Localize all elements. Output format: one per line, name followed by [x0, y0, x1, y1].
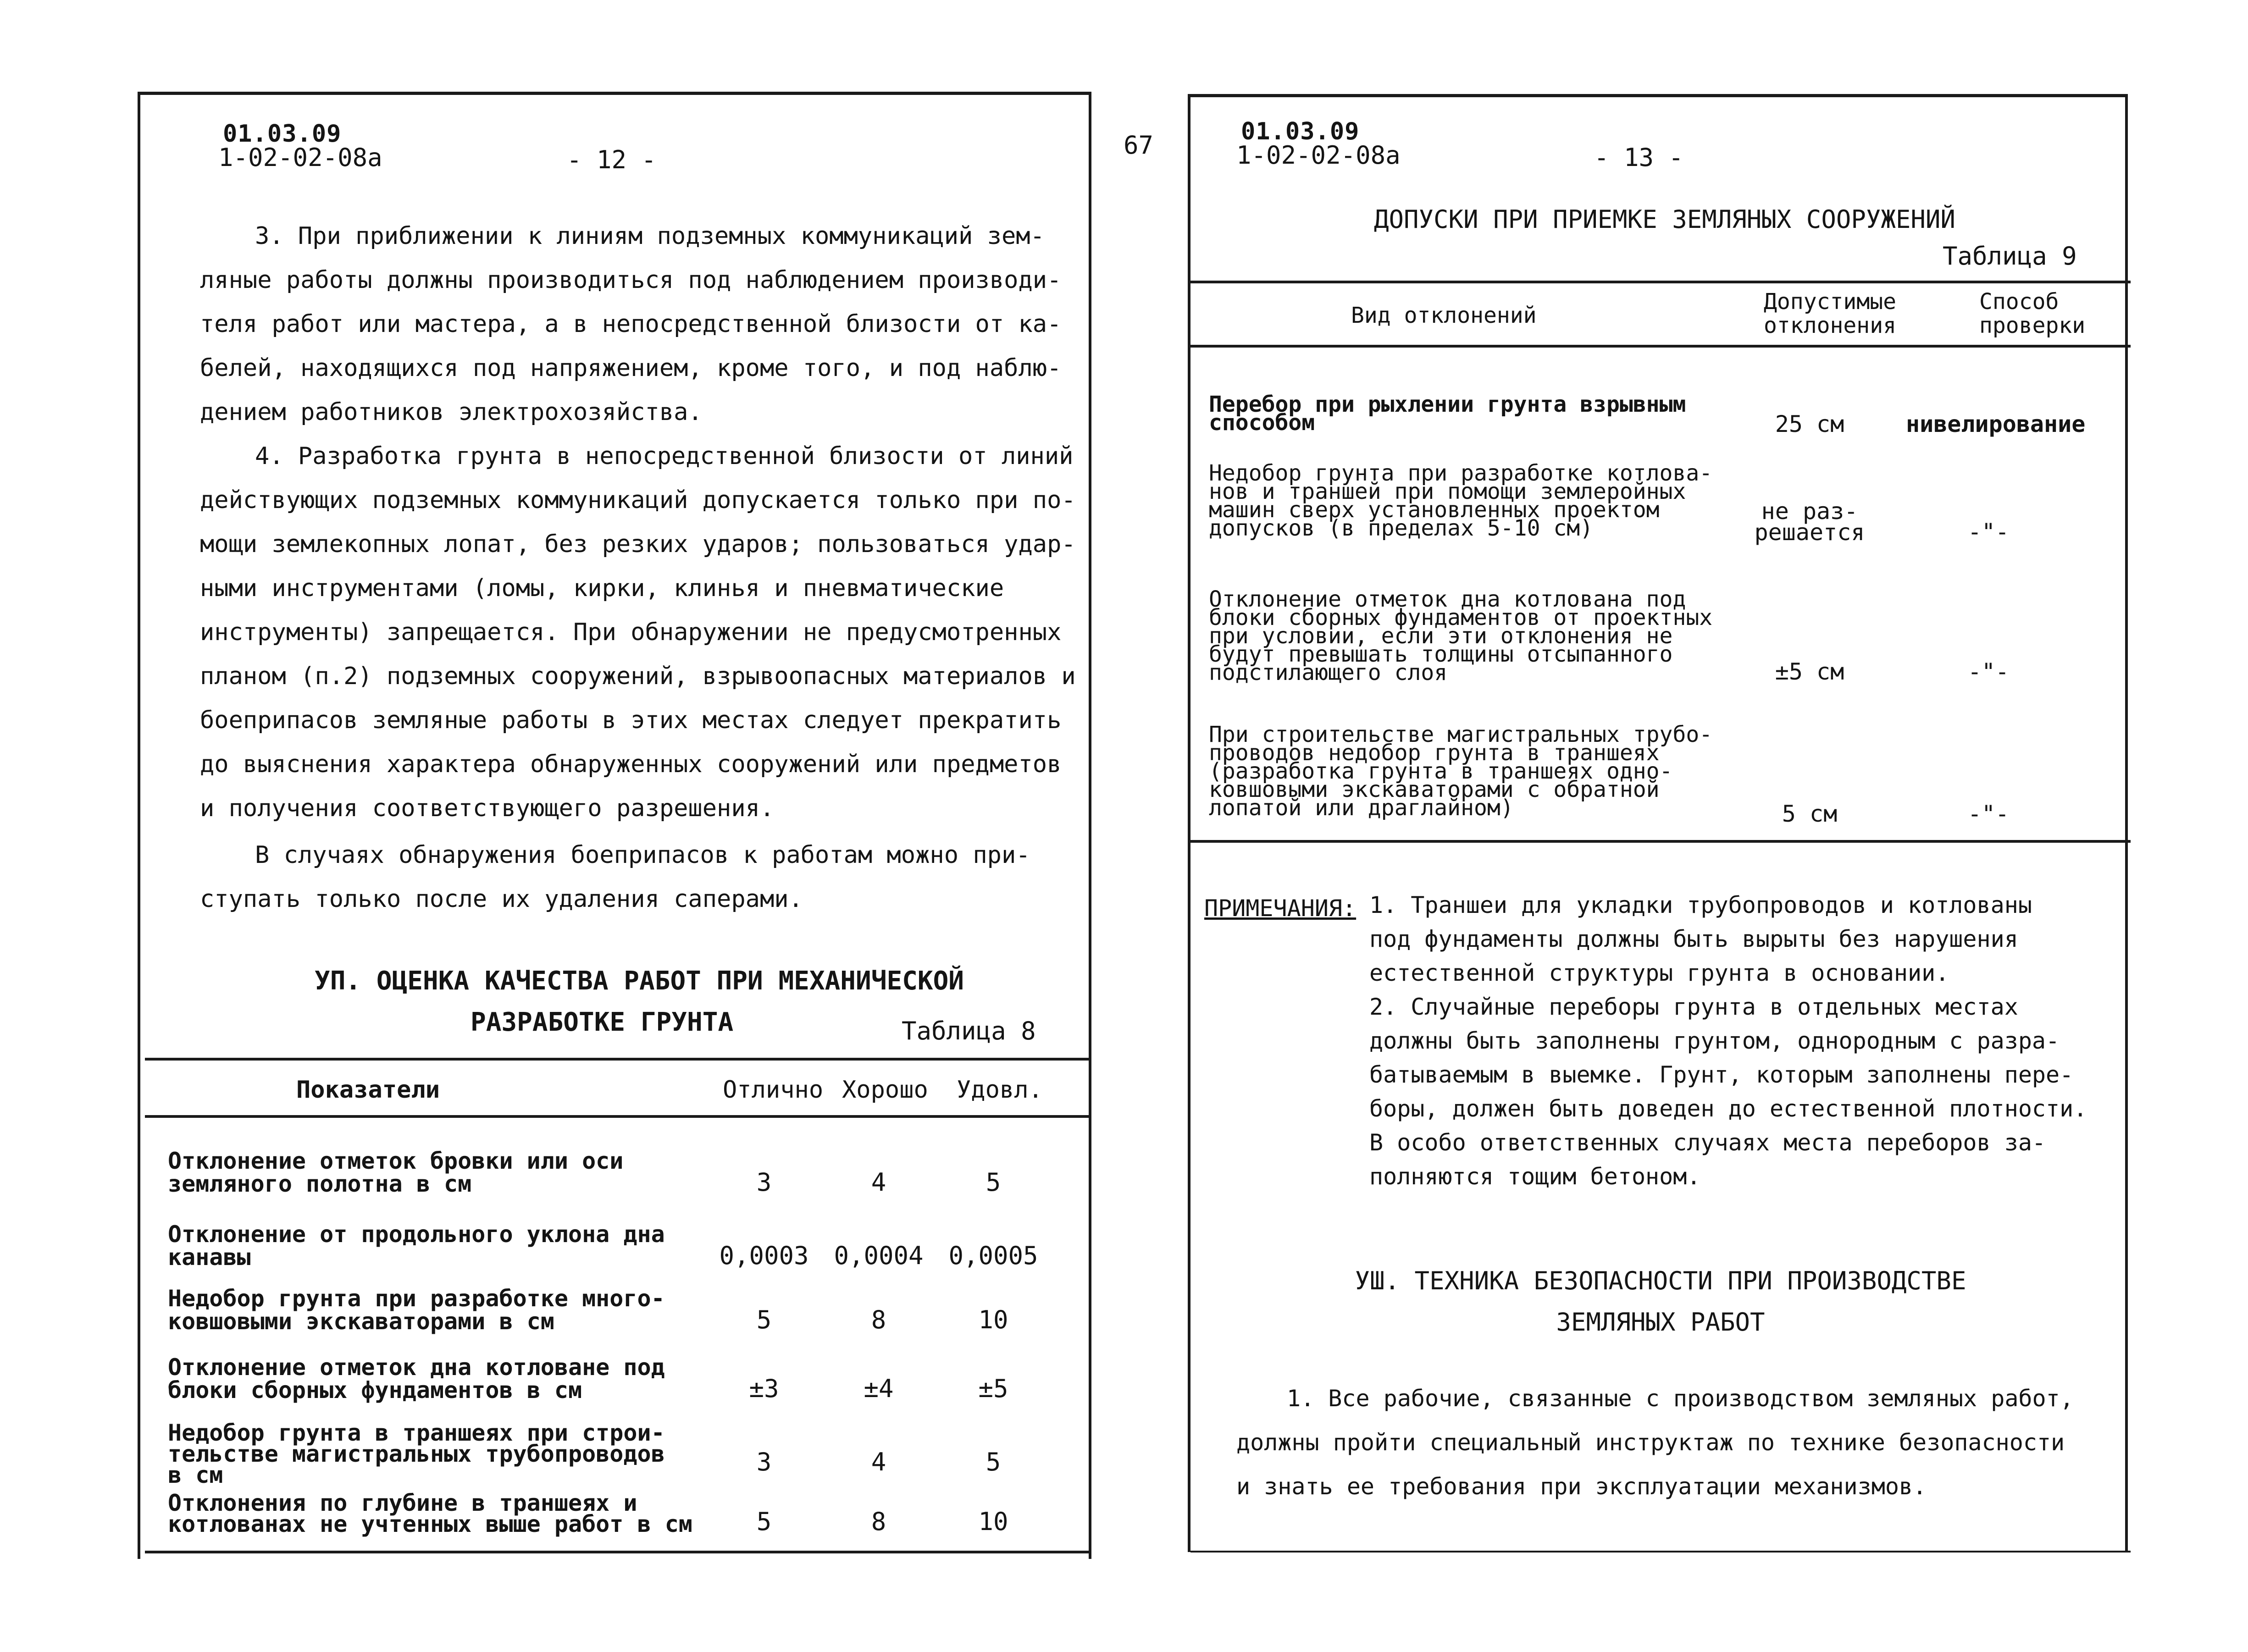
left-page-number: - 12 -	[567, 145, 657, 174]
text-line: подстилающего слоя	[1209, 660, 1448, 685]
text-line: планом (п.2) подземных сооружений, взрывоопасных материалов и	[200, 663, 1076, 690]
text-line: Вид отклонений	[1351, 303, 1537, 328]
text-line: и получения соответствующего разрешения.	[200, 795, 775, 822]
text-line: (разработка грунта в траншеях одно-	[1209, 758, 1673, 784]
text-line: ковшовыми экскаваторами с обратной	[1209, 777, 1660, 802]
text-line: блоки сборных фундаментов в см	[168, 1377, 582, 1403]
text-line: нов и траншей при помощи землеройных	[1209, 479, 1686, 504]
table8-row5-excellent: 3	[756, 1448, 772, 1476]
text-line: проверки	[1979, 313, 2086, 338]
text-line: действующих подземных коммуникаций допускается только при по-	[200, 486, 1076, 514]
table8-row2-satisfactory: 0,0005	[948, 1241, 1038, 1270]
table9-top-rule	[1190, 281, 2131, 283]
text-line: Допустимые	[1764, 289, 1896, 315]
left-paragraph-3	[200, 214, 1080, 434]
table9-row3-label	[1209, 586, 1713, 685]
table8-header-satisfactory: Удовл.	[957, 1076, 1043, 1104]
text-line: и знать ее требования при эксплуатации механизмов.	[1236, 1473, 1927, 1500]
text-line: Недобор грунта при разработке много-	[168, 1285, 665, 1312]
text-line: ляные работы должны производиться под наблюдением производи-	[200, 266, 1062, 294]
table8-row5-label	[168, 1422, 665, 1486]
table9-row2-method: -"-	[1967, 519, 2010, 545]
table8-row5-satisfactory: 5	[986, 1448, 1001, 1476]
notes-text	[1369, 888, 2087, 1193]
margin-page-number: 67	[1124, 131, 1154, 160]
text-line: боры, должен быть доведен до естественной плотности.	[1369, 1095, 2087, 1122]
text-line: ковшовыми экскаваторами в см	[168, 1308, 554, 1335]
table8-header-good: Хорошо	[842, 1076, 928, 1104]
table9-row3-allowed	[1741, 658, 1878, 685]
text-line: машин сверх установленных проектом	[1209, 497, 1660, 523]
table9-bottom-rule	[1190, 840, 2131, 843]
table8-row6-satisfactory: 10	[978, 1507, 1008, 1536]
text-line: естественной структуры грунта в основании.	[1369, 960, 1949, 986]
text-line: 1. Траншеи для укладки трубопроводов и котлованы	[1369, 892, 2032, 918]
right-page	[1188, 94, 2128, 1552]
table9-header-type	[1351, 304, 1537, 327]
text-line: Способ	[1979, 289, 2059, 315]
table8-row3-excellent: 5	[756, 1305, 772, 1334]
text-line: теля работ или мастера, а в непосредственной близости от ка-	[200, 310, 1062, 338]
table8-caption: Таблица 8	[902, 1017, 1036, 1045]
table8-header-excellent: Отлично	[723, 1076, 824, 1104]
text-line: Недобор грунта в траншеях при строи-	[168, 1420, 665, 1446]
text-line: 2. Случайные переборы грунта в отдельных местах	[1369, 994, 2018, 1020]
right-section-title-line1: УШ. ТЕХНИКА БЕЗОПАСНОСТИ ПРИ ПРОИЗВОДСТВЕ	[1355, 1266, 1966, 1295]
text-line: В особо ответственных случаях места переборов за-	[1369, 1129, 2046, 1156]
right-page-bottom-rule	[1190, 1551, 2131, 1553]
table8-row1-excellent: 3	[756, 1168, 772, 1197]
text-line: батываемым в выемке. Грунт, которым заполнены пере-	[1369, 1061, 2074, 1088]
left-paragraph-4	[200, 434, 1080, 830]
text-line: 5 см	[1782, 801, 1838, 827]
table8-row4-label	[168, 1356, 665, 1402]
text-line: 3. При приближении к линиям подземных коммуникаций зем-	[255, 222, 1045, 250]
left-section-title-line1: УП. ОЦЕНКА КАЧЕСТВА РАБОТ ПРИ МЕХАНИЧЕСКОЙ	[315, 966, 964, 996]
text-line: под фундаменты должны быть вырыты без нарушения	[1369, 926, 2018, 952]
text-line: допусков (в пределах 5-10 см)	[1209, 515, 1594, 541]
text-line: Отклонение отметок дна котлована под	[1209, 586, 1686, 612]
table8-header-indicators: Показатели	[296, 1076, 440, 1104]
text-line: мощи землекопных лопат, без резких ударов; пользоваться удар-	[200, 530, 1076, 558]
left-page	[138, 92, 1091, 1559]
text-line: решается	[1754, 519, 1865, 546]
table8-row1-good: 4	[871, 1168, 886, 1197]
text-line: земляного полотна в см	[168, 1171, 472, 1197]
text-line: 4. Разработка грунта в непосредственной близости от линий	[255, 442, 1074, 470]
table9-row1-allowed	[1741, 411, 1878, 437]
table8-row3-satisfactory: 10	[978, 1305, 1008, 1334]
table8-row6-label	[168, 1492, 692, 1535]
table8-row4-satisfactory: ±5	[978, 1374, 1008, 1403]
text-line: должны пройти специальный инструктаж по технике безопасности	[1236, 1429, 2065, 1456]
table8-row5-good: 4	[871, 1448, 886, 1476]
table8-row4-good: ±4	[864, 1374, 894, 1403]
table8-row2-good: 0,0004	[834, 1241, 924, 1270]
table8-row3-good: 8	[871, 1305, 886, 1334]
table8-row2-label	[168, 1223, 665, 1269]
table9-header-method	[1979, 290, 2085, 337]
table8-row3-label	[168, 1287, 665, 1333]
table8-row1-satisfactory: 5	[986, 1168, 1001, 1197]
table9-header-rule	[1190, 345, 2131, 348]
text-line: Отклонения по глубине в траншеях и	[168, 1490, 637, 1516]
text-line: котлованах не учтенных выше работ в см	[168, 1511, 692, 1537]
table9-row4-allowed	[1741, 801, 1878, 827]
text-line: канавы	[168, 1244, 251, 1271]
table8-row1-label	[168, 1149, 623, 1195]
text-line: Отклонение отметок бровки или оси	[168, 1148, 624, 1174]
text-line: 1. Все рабочие, связанные с производством земляных работ,	[1287, 1385, 2074, 1412]
table9-row4-method: -"-	[1967, 801, 2010, 827]
text-line: будут превышать толщины отсыпанного	[1209, 641, 1673, 667]
notes-label: ПРИМЕЧАНИЯ:	[1204, 895, 1357, 922]
left-section-title-line2: РАЗРАБОТКЕ ГРУНТА	[471, 1007, 734, 1037]
right-final-paragraph	[1236, 1376, 2126, 1508]
table9-row2-label	[1209, 460, 1713, 541]
text-line: ными инструментами (ломы, кирки, клинья и пневматические	[200, 575, 1004, 602]
text-line: тельстве магистральных трубопроводов	[168, 1441, 665, 1467]
table8-row6-good: 8	[871, 1507, 886, 1536]
text-line: проводов недобор грунта в траншеях	[1209, 740, 1660, 766]
table8-row6-excellent: 5	[756, 1507, 772, 1536]
table9-row4-label	[1209, 722, 1713, 821]
text-line: отклонения	[1764, 313, 1896, 338]
text-line: белей, находящихся под напряжением, кроме того, и под наблю-	[200, 354, 1062, 382]
right-page-number: - 13 -	[1594, 143, 1684, 172]
text-line: ступать только после их удаления саперами.	[200, 885, 803, 913]
right-doc-code: 1-02-02-08а	[1236, 141, 1401, 170]
text-line: Отклонение от продольного уклона дна	[168, 1221, 665, 1248]
table9-row3-method: -"-	[1967, 658, 2010, 685]
text-line: При строительстве магистральных трубо-	[1209, 722, 1713, 747]
left-doc-code-handwritten: 01.03.09	[223, 120, 342, 148]
text-line: инструменты) запрещается. При обнаружении не предусмотренных	[200, 619, 1062, 646]
text-line: при условии, если эти отклонения не	[1209, 623, 1673, 649]
table8-row4-excellent: ±3	[749, 1374, 779, 1403]
right-title: ДОПУСКИ ПРИ ПРИЕМКЕ ЗЕМЛЯНЫХ СООРУЖЕНИЙ	[1374, 205, 1955, 234]
table8-bottom-rule	[145, 1551, 1091, 1553]
table8-header-rule	[145, 1115, 1091, 1118]
text-line: в см	[168, 1462, 223, 1488]
text-line: Отклонение отметок дна котловане под	[168, 1354, 665, 1381]
right-section-title-line2: ЗЕМЛЯНЫХ РАБОТ	[1556, 1308, 1765, 1337]
text-line: 25 см	[1775, 411, 1844, 437]
left-paragraph-5	[200, 833, 1080, 921]
right-doc-code-handwritten: 01.03.09	[1241, 118, 1360, 145]
text-line: блоки сборных фундаментов от проектных	[1209, 605, 1713, 630]
table9-header-allowed	[1764, 290, 1896, 337]
text-line: полняются тощим бетоном.	[1369, 1163, 1701, 1190]
text-line: В случаях обнаружения боеприпасов к работам можно при-	[255, 841, 1030, 869]
text-line: должны быть заполнены грунтом, однородным с разра-	[1369, 1028, 2060, 1054]
text-line: дением работников электрохозяйства.	[200, 398, 703, 426]
text-line: Недобор грунта при разработке котлова-	[1209, 460, 1713, 486]
table9-row2-allowed	[1741, 498, 1878, 546]
text-line: не раз-	[1761, 498, 1858, 525]
table8-row2-excellent: 0,0003	[719, 1241, 809, 1270]
table8-top-rule	[145, 1058, 1091, 1061]
text-line: боеприпасов земляные работы в этих местах следует прекратить	[200, 707, 1062, 734]
text-line: до выяснения характера обнаруженных сооружений или предметов	[200, 751, 1062, 778]
text-line: Перебор при рыхлении грунта взрывным	[1209, 392, 1686, 417]
table9-row1-method: нивелирование	[1906, 411, 2086, 437]
table9-row1-label	[1209, 392, 1686, 436]
text-line: лопатой или драглайном)	[1209, 795, 1514, 821]
table9-caption: Таблица 9	[1943, 242, 2077, 271]
text-line: способом	[1209, 410, 1315, 436]
text-line: ±5 см	[1775, 658, 1844, 685]
left-doc-code: 1-02-02-08а	[218, 143, 382, 172]
